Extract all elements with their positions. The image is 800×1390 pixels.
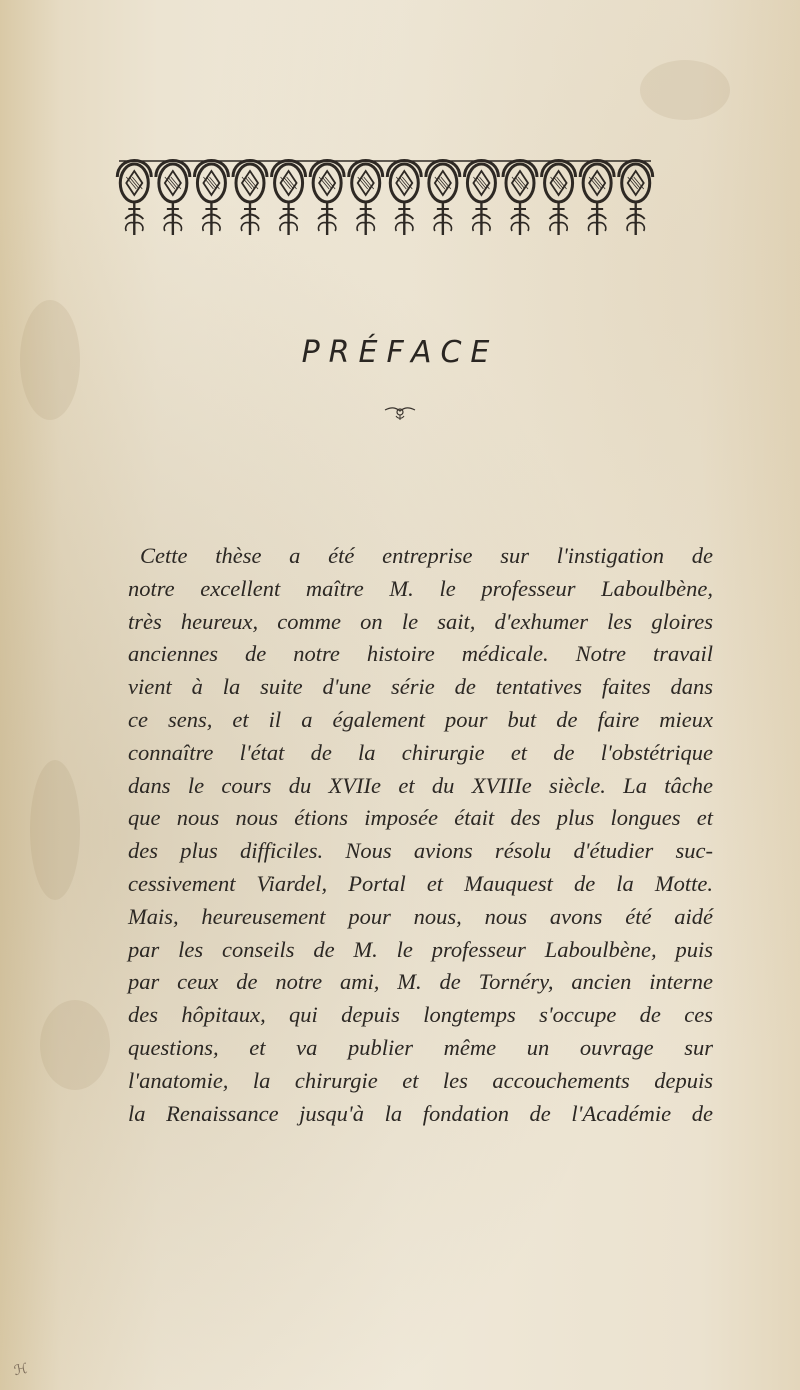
text-line: connaître l'état de la chirurgie et de l'obstétrique xyxy=(128,739,713,765)
text-line: la Renaissance jusqu'à la fondation de l'Académie de xyxy=(128,1100,713,1126)
paper-stain xyxy=(40,1000,110,1090)
corner-mark: ℋ xyxy=(12,1360,30,1380)
text-line: l'anatomie, la chirurgie et les accouchements depuis xyxy=(128,1067,713,1093)
text-line: cessivement Viardel, Portal et Mauquest de la Motte. xyxy=(128,870,713,896)
page-title: PRÉFACE xyxy=(301,335,499,370)
fleuron-motif xyxy=(272,161,306,236)
fleuron-motif xyxy=(464,161,498,236)
fleuron-motif xyxy=(156,161,190,236)
text-line: dans le cours du XVIIe et du XVIIIe siècle. La tâche xyxy=(128,772,713,798)
fleuron-vignette-icon xyxy=(383,403,417,421)
text-line: par les conseils de M. le professeur Laboulbène, puis xyxy=(128,936,713,962)
text-line: notre excellent maître M. le professeur Laboulbène, xyxy=(128,575,713,601)
text-line: anciennes de notre histoire médicale. Notre travail xyxy=(128,641,713,667)
fleuron-motif xyxy=(117,161,151,236)
fleuron-motif xyxy=(194,161,228,236)
fleuron-motif xyxy=(426,161,460,236)
fleuron-motif xyxy=(233,161,267,236)
text-line: des hôpitaux, qui depuis longtemps s'occupe de ces xyxy=(128,1002,713,1028)
fleuron-motif xyxy=(542,161,576,236)
text-line: ce sens, et il a également pour but de faire mieux xyxy=(128,706,713,732)
preface-text xyxy=(128,540,713,1130)
paper-stain xyxy=(640,60,730,120)
fleuron-motif xyxy=(349,161,383,236)
text-line: Cette thèse a été entreprise sur l'instigation de xyxy=(140,543,713,568)
text-line: Mais, heureusement pour nous, nous avons été aidé xyxy=(128,903,713,929)
text-line: par ceux de notre ami, M. de Tornéry, ancien interne xyxy=(128,969,713,995)
fleuron-motif xyxy=(387,161,421,236)
text-line: questions, et va publier même un ouvrage sur xyxy=(128,1034,713,1060)
fleuron-band-icon xyxy=(115,147,655,242)
paper-stain xyxy=(30,760,80,900)
text-line: vient à la suite d'une série de tentatives faites dans xyxy=(128,674,713,700)
fleuron-motif xyxy=(619,161,653,236)
text-line: que nous nous étions imposée était des plus longues et xyxy=(128,805,713,831)
fleuron-motif xyxy=(580,161,614,236)
text-line: très heureux, comme on le sait, d'exhumer les gloires xyxy=(128,608,713,634)
fleuron-motif xyxy=(503,161,537,236)
fleuron-motif xyxy=(310,161,344,236)
text-line: des plus difficiles. Nous avions résolu d'étudier suc- xyxy=(128,838,713,864)
